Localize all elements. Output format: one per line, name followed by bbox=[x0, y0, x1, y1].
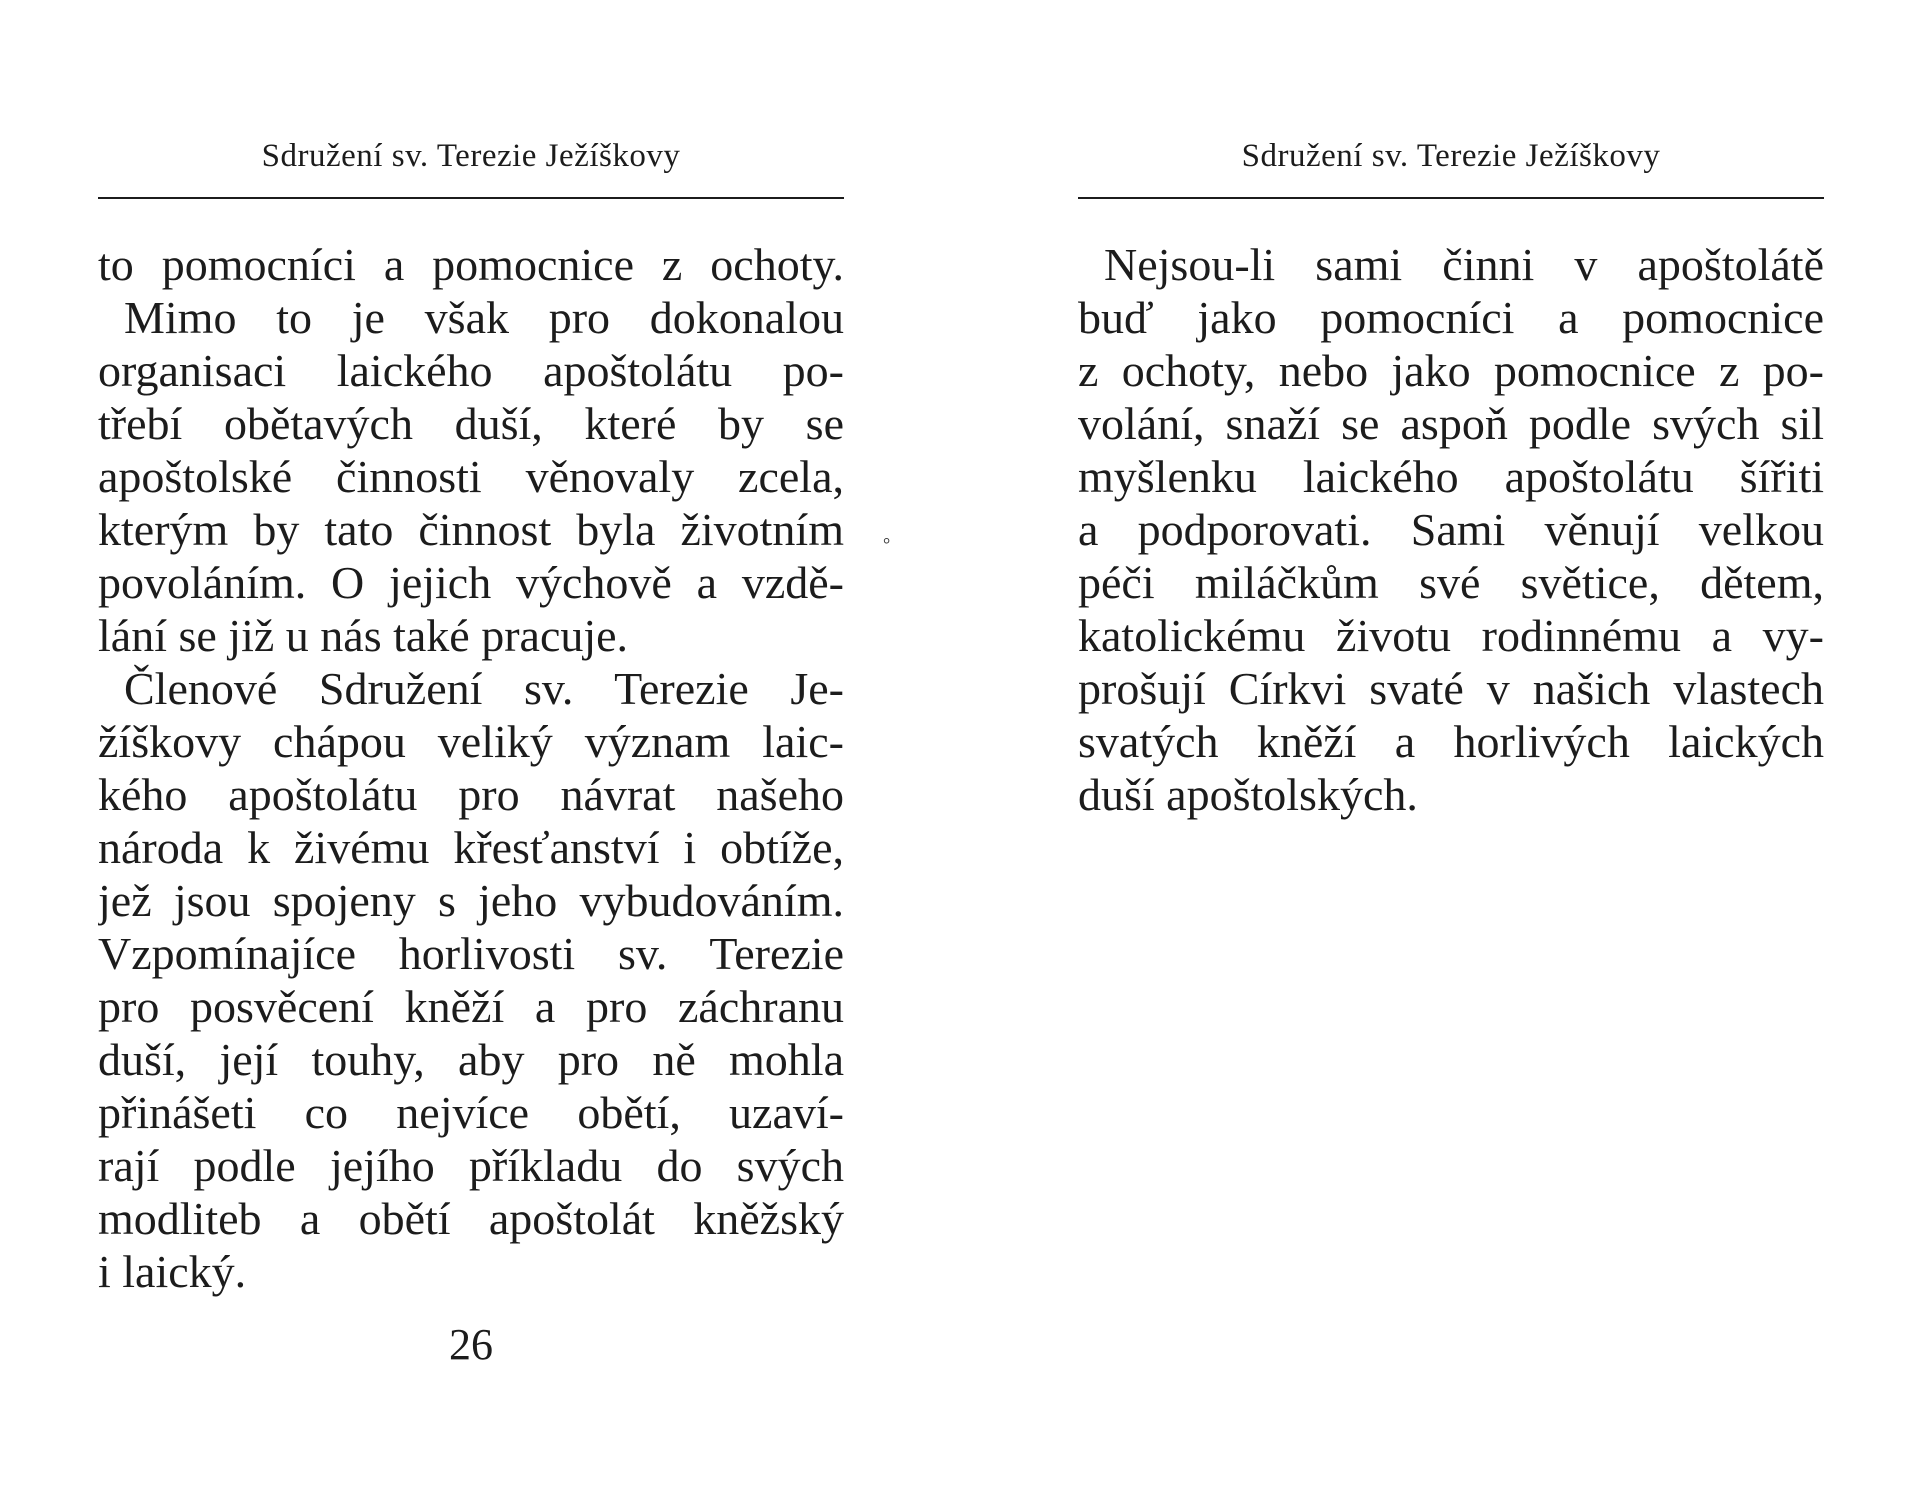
text-line: rají podle jejího příkladu do svých bbox=[98, 1140, 844, 1191]
text-line: třebí obětavých duší, které by se bbox=[98, 398, 844, 449]
text-line: jež jsou spojeny s jeho vybudováním. bbox=[98, 875, 844, 926]
text-line: přinášeti co nejvíce obětí, uzaví- bbox=[98, 1087, 844, 1138]
right-page bbox=[1078, 0, 1824, 1500]
print-speck: ° bbox=[883, 534, 891, 554]
text-line: a podporovati. Sami věnují velkou bbox=[1078, 504, 1824, 555]
text-line: to pomocníci a pomocnice z ochoty. bbox=[98, 239, 844, 290]
text-line: žíškovy chápou veliký význam laic- bbox=[98, 716, 844, 767]
text-line: kého apoštolátu pro návrat našeho bbox=[98, 769, 844, 820]
right-running-head: Sdružení sv. Terezie Ježíškovy bbox=[1241, 138, 1661, 174]
text-line: volání, snaží se aspoň podle svých sil bbox=[1078, 398, 1824, 449]
right-body-text bbox=[1078, 238, 1824, 821]
page-number: 26 bbox=[449, 1320, 493, 1369]
text-line: myšlenku laického apoštolátu šířiti bbox=[1078, 451, 1824, 502]
text-line: katolickému životu rodinnému a vy- bbox=[1078, 610, 1824, 661]
text-line: prošují Církvi svaté v našich vlastech bbox=[1078, 663, 1824, 714]
right-header-rule bbox=[1078, 197, 1824, 199]
text-line: z ochoty, nebo jako pomocnice z po- bbox=[1078, 345, 1824, 396]
text-line: Nejsou-li sami činni v apoštolátě bbox=[1104, 239, 1824, 290]
text-line: péči miláčkům své světice, dětem, bbox=[1078, 557, 1824, 608]
text-line: pro posvěcení kněží a pro záchranu bbox=[98, 981, 844, 1032]
text-line: i laický. bbox=[98, 1246, 247, 1297]
left-page bbox=[98, 0, 891, 1500]
text-line: Členové Sdružení sv. Terezie Je- bbox=[124, 663, 844, 714]
text-line: duší apoštolských. bbox=[1078, 769, 1418, 820]
left-body-text bbox=[98, 238, 844, 1298]
left-running-head: Sdružení sv. Terezie Ježíškovy bbox=[261, 138, 681, 174]
text-line: kterým by tato činnost byla životním bbox=[98, 504, 844, 555]
left-header-rule bbox=[98, 197, 844, 199]
text-line: modliteb a obětí apoštolát kněžský bbox=[98, 1193, 844, 1244]
text-line: organisaci laického apoštolátu po- bbox=[98, 345, 844, 396]
text-line: Vzpomínajíce horlivosti sv. Terezie bbox=[98, 928, 844, 979]
text-line: lání se již u nás také pracuje. bbox=[98, 610, 629, 661]
text-line: svatých kněží a horlivých laických bbox=[1078, 716, 1824, 767]
text-line: buď jako pomocníci a pomocnice bbox=[1078, 292, 1824, 343]
text-line: Mimo to je však pro dokonalou bbox=[124, 292, 844, 343]
text-line: povoláním. O jejich výchově a vzdě- bbox=[98, 557, 844, 608]
text-line: národa k živému křesťanství i obtíže, bbox=[98, 822, 844, 873]
text-line: apoštolské činnosti věnovaly zcela, bbox=[98, 451, 844, 502]
text-line: duší, její touhy, aby pro ně mohla bbox=[98, 1034, 844, 1085]
